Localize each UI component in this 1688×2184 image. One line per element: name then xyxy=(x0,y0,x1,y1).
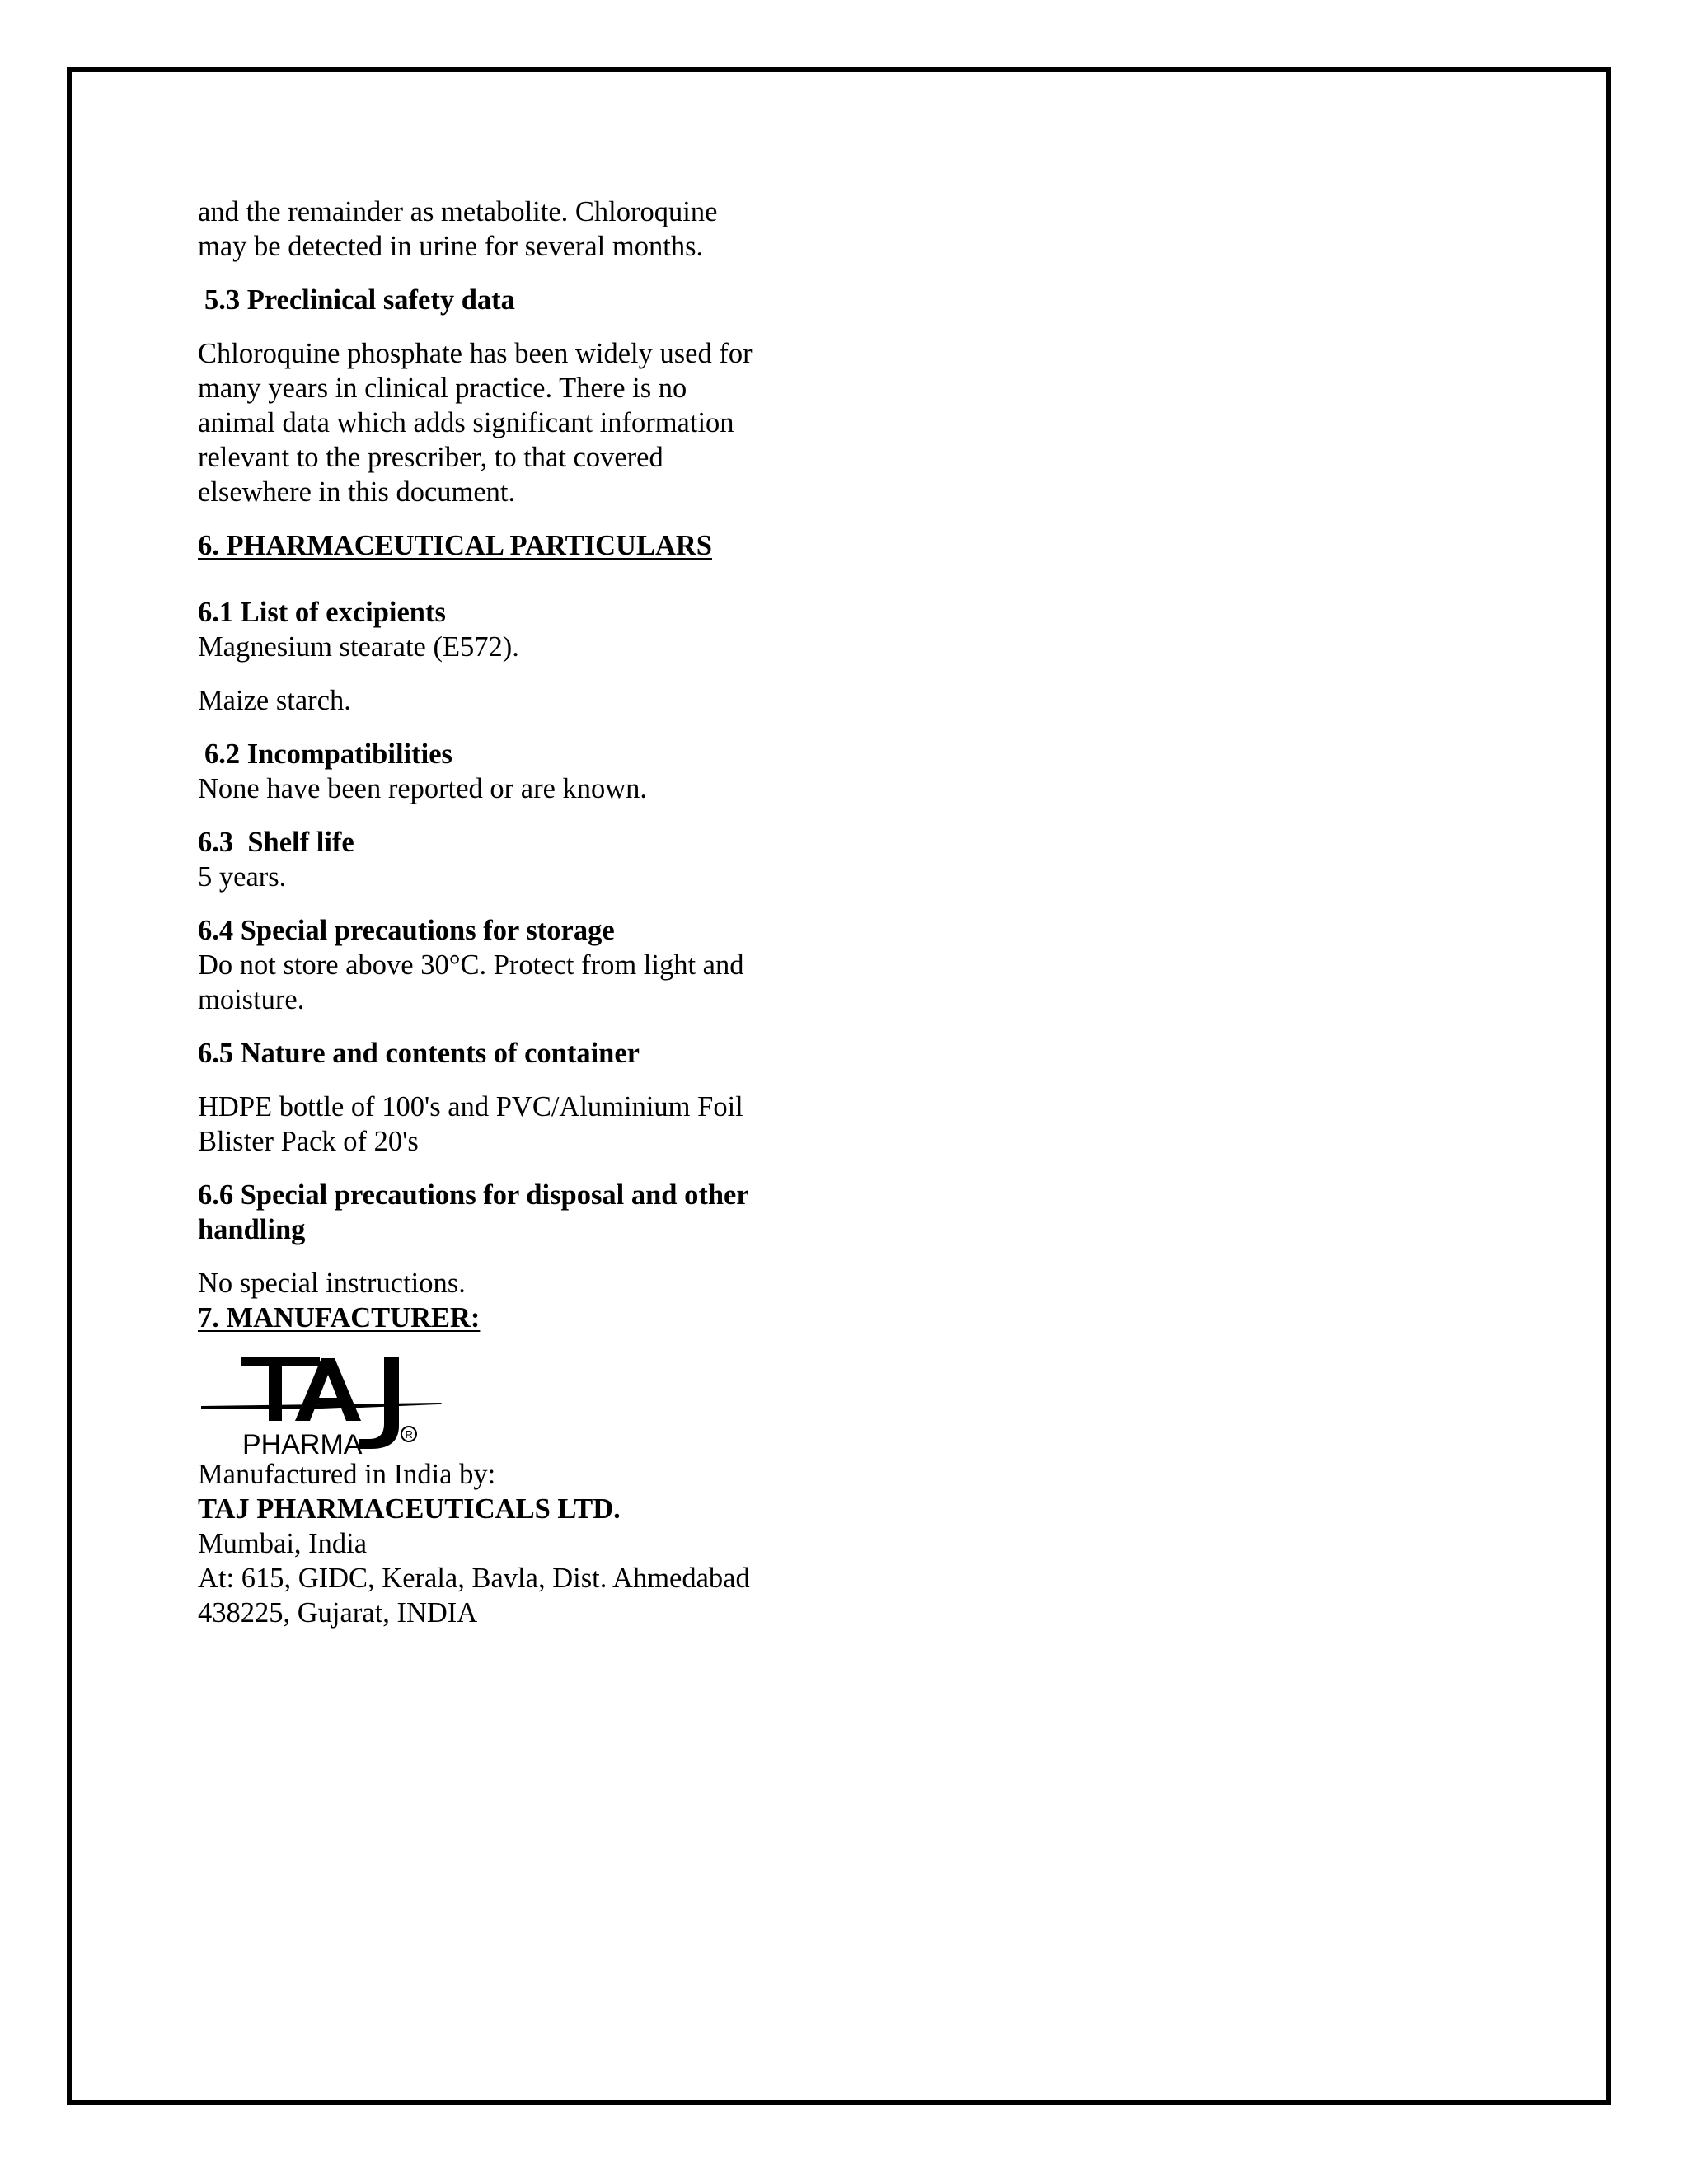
company-name: TAJ PHARMACEUTICALS LTD. xyxy=(198,1493,621,1525)
section-5-3-line: animal data which adds significant information xyxy=(198,407,734,438)
continuation-line-2: may be detected in urine for several months. xyxy=(198,231,704,262)
section-6-4-line: moisture. xyxy=(198,984,305,1015)
continuation-line-1: and the remainder as metabolite. Chloroquine xyxy=(198,196,718,227)
section-5-3-line: many years in clinical practice. There is no xyxy=(198,373,687,404)
section-5-3-body xyxy=(198,336,808,509)
logo-letter-a-bar xyxy=(313,1398,343,1404)
section-6-4-heading: 6.4 Special precautions for storage xyxy=(198,915,615,946)
section-6-4-line: Do not store above 30°C. Protect from light and xyxy=(198,949,744,981)
manufactured-by-label: Manufactured in India by: xyxy=(198,1459,496,1490)
manufacturer-block xyxy=(198,1457,808,1630)
section-6-heading: 6. PHARMACEUTICAL PARTICULARS xyxy=(198,530,712,561)
section-5-3-heading: 5.3 Preclinical safety data xyxy=(204,284,515,316)
section-6-1-heading: 6.1 List of excipients xyxy=(198,597,446,628)
section-5-3-line: relevant to the prescriber, to that covered xyxy=(198,442,663,473)
section-6-6-text: No special instructions. xyxy=(198,1268,466,1299)
section-6-3-text: 5 years. xyxy=(198,861,287,893)
section-6-5-line: Blister Pack of 20's xyxy=(198,1126,419,1157)
section-6-2-text: None have been reported or are known. xyxy=(198,773,648,804)
section-6-3-heading: 6.3 Shelf life xyxy=(198,827,354,858)
section-5-3-line: elsewhere in this document. xyxy=(198,476,516,508)
document-body xyxy=(198,194,808,1630)
section-6-5-line: HDPE bottle of 100's and PVC/Aluminium Foil xyxy=(198,1091,743,1122)
section-7-heading: 7. MANUFACTURER: xyxy=(198,1302,481,1333)
logo-subtext: PHARMA xyxy=(242,1429,363,1457)
taj-pharma-logo xyxy=(198,1352,445,1457)
section-6-5-body xyxy=(198,1090,808,1159)
excipient-item: Magnesium stearate (E572). xyxy=(198,631,519,663)
company-city: Mumbai, India xyxy=(198,1528,368,1559)
section-6-5-heading: 6.5 Nature and contents of container xyxy=(198,1038,640,1069)
company-address-line: 438225, Gujarat, INDIA xyxy=(198,1597,478,1629)
excipient-item: Maize starch. xyxy=(198,685,351,716)
company-address-line: At: 615, GIDC, Kerala, Bavla, Dist. Ahmedabad xyxy=(198,1563,750,1594)
registered-mark-letter: R xyxy=(405,1428,413,1441)
section-6-6-heading: 6.6 Special precautions for disposal and other xyxy=(198,1179,749,1211)
section-5-3-line: Chloroquine phosphate has been widely used for xyxy=(198,338,753,369)
section-6-2-heading: 6.2 Incompatibilities xyxy=(204,738,452,770)
logo-letter-t-stem xyxy=(269,1357,282,1421)
logo-letter-a xyxy=(295,1358,361,1421)
logo-letter-j xyxy=(359,1357,399,1449)
section-6-6-heading: handling xyxy=(198,1214,306,1245)
